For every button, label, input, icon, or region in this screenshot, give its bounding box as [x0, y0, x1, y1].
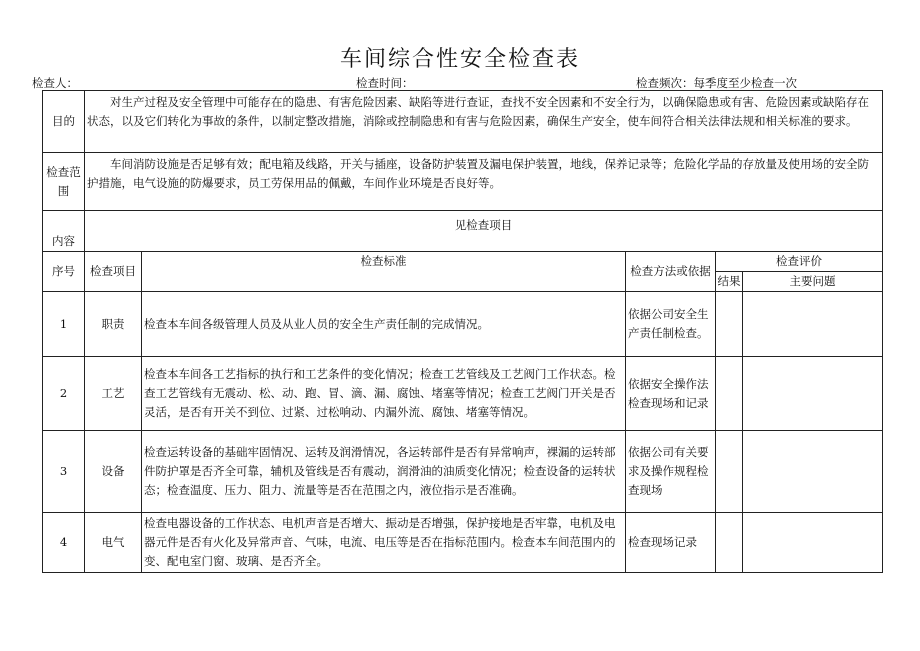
row-result: [716, 431, 743, 513]
row-no: 3: [43, 431, 85, 513]
header-item: 检查项目: [85, 252, 142, 292]
row-standard: 检查电器设备的工作状态、电机声音是否增大、振动是否增强，保护接地是否牢靠，电机及电器元件是否有火化及异常声音、气味，电流、电压等是否在指标范围内。检查本车间范围内的变、配电室门窗、玻璃、是否齐全。: [142, 513, 626, 573]
header-no: 序号: [43, 252, 85, 292]
row-item: 电气: [85, 513, 142, 573]
row-result: [716, 513, 743, 573]
row-method: 依据公司有关要求及操作规程检查现场: [626, 431, 716, 513]
row-result: [716, 292, 743, 357]
row-issues: [743, 357, 883, 431]
table-row: [43, 513, 883, 573]
header-row: [43, 252, 883, 272]
row-result: [716, 357, 743, 431]
header-evaluation: 检查评价: [716, 252, 883, 272]
scope-row: [43, 153, 883, 211]
content-text: 见检查项目: [85, 211, 883, 252]
row-item: 设备: [85, 431, 142, 513]
row-method: 依据安全操作法检查现场和记录: [626, 357, 716, 431]
row-no: 4: [43, 513, 85, 573]
row-item: 职责: [85, 292, 142, 357]
row-issues: [743, 513, 883, 573]
row-standard: 检查本车间各级管理人员及从业人员的安全生产责任制的完成情况。: [142, 292, 626, 357]
row-standard: 检查本车间各工艺指标的执行和工艺条件的变化情况；检查工艺管线及工艺阀门工作状态。检查工艺管线有无震动、松、动、跑、冒、滴、漏、腐蚀、堵塞等情况；检查工艺阀门开关是否灵活，是否有开关不到位、过紧、过松响动、内漏外流、腐蚀、堵塞等情况。: [142, 357, 626, 431]
row-method: 依据公司安全生产责任制检查。: [626, 292, 716, 357]
header-method: 检查方法或依据: [626, 252, 716, 292]
header-result: 结果: [716, 272, 743, 292]
row-item: 工艺: [85, 357, 142, 431]
purpose-label: 目的: [43, 91, 85, 153]
scope-text: 车间消防设施是否足够有效；配电箱及线路，开关与插座，设备防护装置及漏电保护装置，地线，保养记录等；危险化学品的存放量及使用场的安全防护措施，电气设施的防爆要求，员工劳保用品的佩戴，车间作业环境是否良好等。: [85, 153, 883, 211]
row-issues: [743, 431, 883, 513]
document-title: 车间综合性安全检查表: [339, 47, 580, 72]
frequency-label: 检查频次：每季度至少检查一次: [636, 76, 797, 90]
row-issues: [743, 292, 883, 357]
row-method: 检查现场记录: [626, 513, 716, 573]
header-issues: 主要问题: [743, 272, 883, 292]
content-label: 内容: [43, 211, 85, 252]
table-row: [43, 431, 883, 513]
inspector-label: 检查人：: [32, 76, 78, 90]
purpose-row: [43, 91, 883, 153]
content-row: [43, 211, 883, 252]
scope-label: 检查范围: [43, 153, 85, 211]
header-standard: 检查标准: [142, 252, 626, 292]
purpose-text: 对生产过程及安全管理中可能存在的隐患、有害危险因素、缺陷等进行查证，查找不安全因素和不安全行为，以确保隐患或有害、危险因素或缺陷存在状态，以及它们转化为事故的条件，以制定整改措施，消除或控制隐患和有害与危险因素，确保生产安全，使车间符合相关法律法规和相关标准的要求。: [85, 91, 883, 153]
table-row: [43, 357, 883, 431]
row-no: 2: [43, 357, 85, 431]
inspect-time-label: 检查时间：: [356, 76, 414, 90]
table-row: [43, 292, 883, 357]
row-standard: 检查运转设备的基础牢固情况、运转及润滑情况，各运转部件是否有异常响声，裸漏的运转部件防护罩是否齐全可靠，辅机及管线是否有震动，润滑油的油质变化情况；检查设备的运转状态；检查温度、压力、阻力、流量等是否在范围之内，液位指示是否准确。: [142, 431, 626, 513]
inspection-table: [42, 90, 883, 573]
row-no: 1: [43, 292, 85, 357]
